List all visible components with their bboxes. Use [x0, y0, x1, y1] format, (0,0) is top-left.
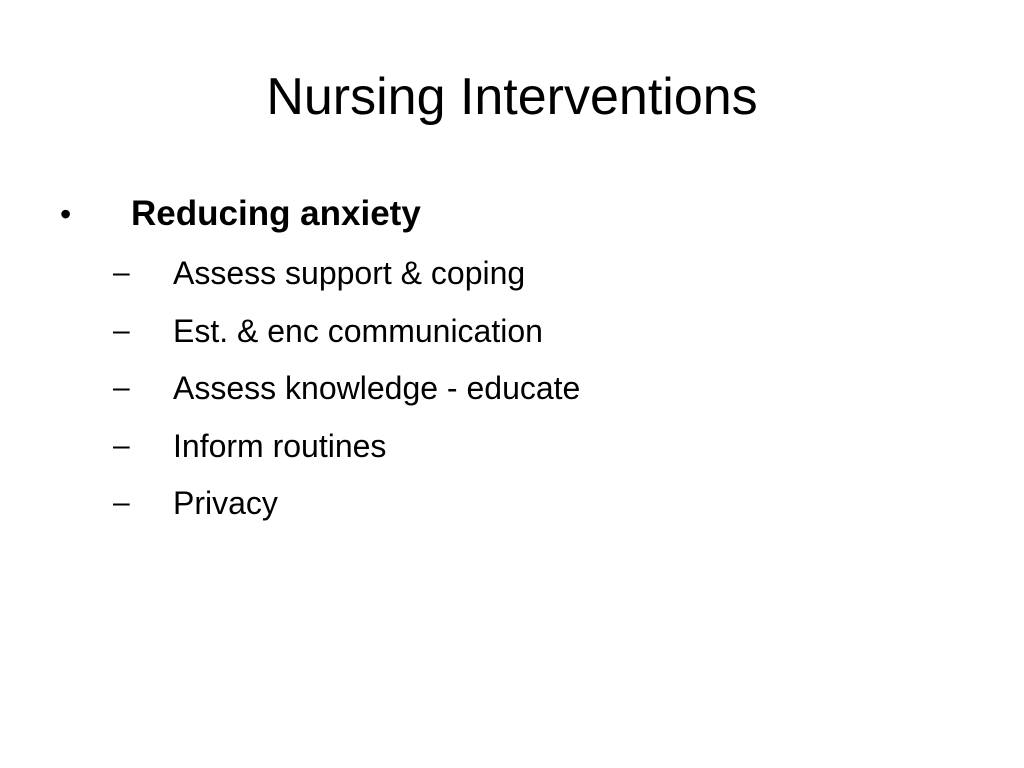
sub-bullet-list — [0, 250, 1024, 538]
sub-bullet-item — [0, 480, 1024, 538]
dash-marker: – — [113, 256, 130, 289]
bullet-marker: • — [60, 196, 72, 232]
dash-marker: – — [113, 486, 130, 519]
sub-bullet-text: Assess support & coping — [173, 255, 526, 291]
sub-bullet-text: Inform routines — [173, 427, 387, 464]
slide-title: Nursing Interventions — [266, 68, 758, 126]
dash-marker: – — [113, 313, 130, 347]
sub-bullet-item — [0, 308, 1024, 366]
sub-bullet-text: Assess knowledge - educate — [173, 370, 581, 406]
dash-marker: – — [113, 428, 130, 462]
sub-bullet-item — [0, 250, 1024, 308]
sub-bullet-text: Privacy — [173, 485, 278, 521]
sub-bullet-item — [0, 365, 1024, 423]
sub-bullet-text: Est. & enc communication — [173, 312, 543, 349]
sub-bullet-item — [0, 423, 1024, 481]
bullet-heading: Reducing anxiety — [131, 194, 421, 233]
dash-marker: – — [113, 371, 130, 404]
bullet-item — [0, 190, 1024, 238]
